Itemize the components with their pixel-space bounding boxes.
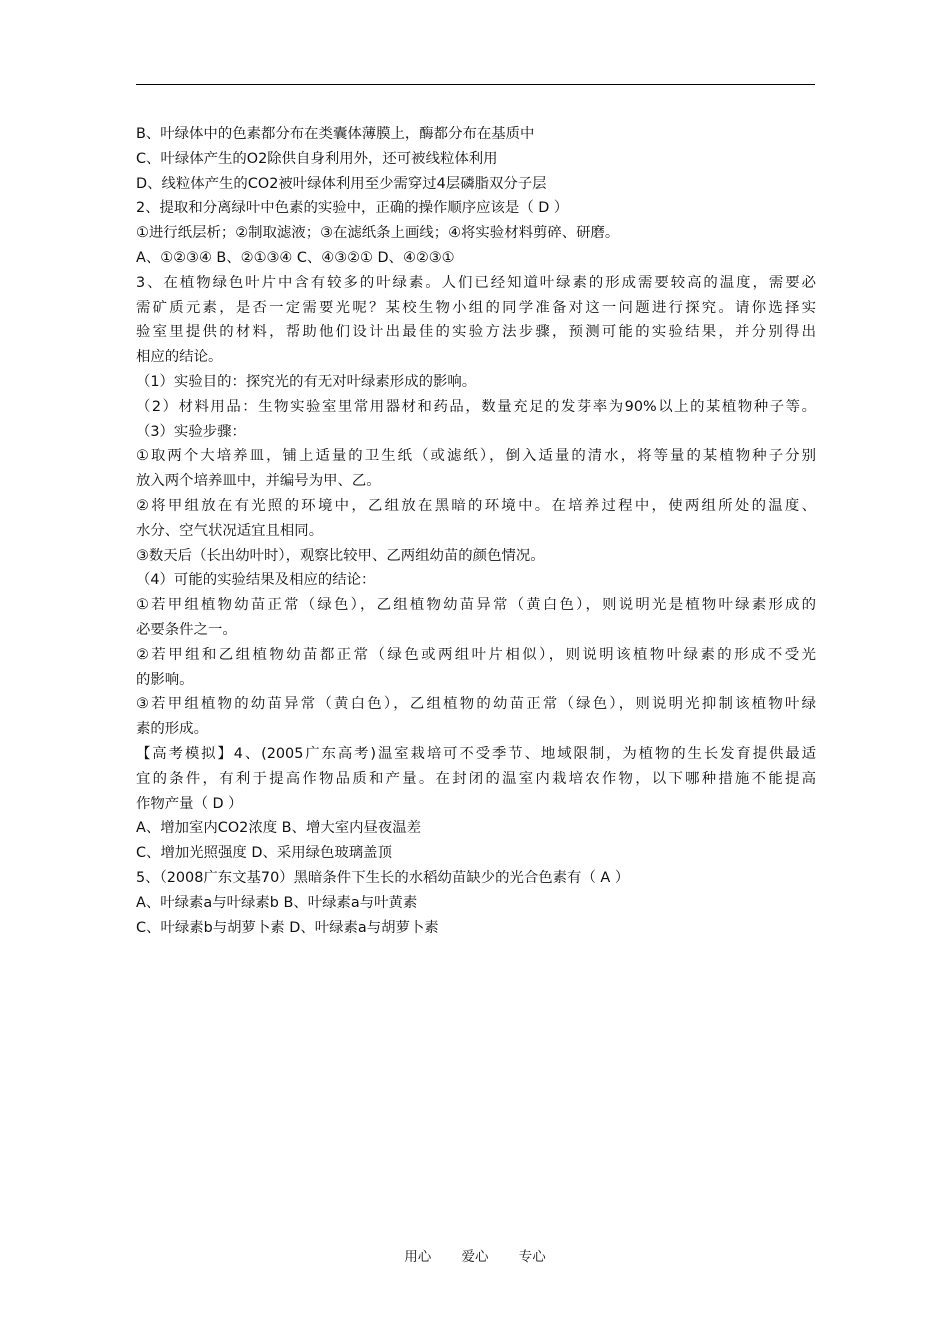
footer-item: 专心 (518, 1249, 546, 1265)
text-line: 2、提取和分离绿叶中色素的实验中，正确的操作顺序应该是（ D ） (136, 200, 569, 217)
text-line: 3、在植物绿色叶片中含有较多的叶绿素。人们已经知道叶绿素的形成需要较高的温度，需要必 (136, 274, 816, 291)
text-line: 水分、空气状况适宜且相同。 (136, 522, 324, 539)
text-line: 验室里提供的材料，帮助他们设计出最佳的实验方法步骤，预测可能的实验结果，并分别得出 (136, 324, 816, 341)
text-line: 作物产量（ D ） (136, 795, 243, 812)
text-line: ③若甲组植物的幼苗异常（黄白色），乙组植物的幼苗正常（绿色），则说明光抑制该植物叶绿 (136, 696, 816, 713)
text-line: 放入两个培养皿中，并编号为甲、乙。 (136, 473, 381, 490)
text-line: ①进行纸层析；②制取滤液；③在滤纸条上画线；④将实验材料剪碎、研磨。 (136, 225, 620, 242)
text-line: ①取两个大培养皿，铺上适量的卫生纸（或滤纸），倒入适量的清水，将等量的某植物种子分别 (136, 448, 816, 465)
text-line: 素的形成。 (136, 721, 208, 738)
text-line: A、①②③④ B、②①③④ C、④③②① D、④②③① (136, 249, 455, 266)
text-line: （2）材料用品：生物实验室里常用器材和药品，数量充足的发芽率为90%以上的某植物种子等。 (136, 398, 816, 415)
text-line: ①若甲组植物幼苗正常（绿色），乙组植物幼苗异常（黄白色），则说明光是植物叶绿素形成的 (136, 597, 816, 614)
text-line: A、增加室内CO2浓度 B、增大室内昼夜温差 (136, 820, 422, 837)
text-line: 宜的条件，有利于提高作物品质和产量。在封闭的温室内栽培农作物，以下哪种措施不能提高 (136, 770, 816, 787)
document-body (136, 122, 816, 940)
text-line: 5、（2008广东文基70）黑暗条件下生长的水稻幼苗缺少的光合色素有（ A ） (136, 869, 630, 886)
footer-item: 爱心 (461, 1249, 489, 1265)
text-line: C、叶绿体产生的O2除供自身利用外，还可被线粒体利用 (136, 150, 498, 167)
text-line: C、叶绿素b与胡萝卜素 D、叶绿素a与胡萝卜素 (136, 919, 439, 936)
text-line: 的影响。 (136, 671, 194, 688)
text-line: B、叶绿体中的色素都分布在类囊体薄膜上，酶都分布在基质中 (136, 126, 535, 142)
text-line: （3）实验步骤： (136, 423, 246, 440)
text-line: D、线粒体产生的CO2被叶绿体利用至少需穿过4层磷脂双分子层 (136, 175, 547, 192)
text-line: 必要条件之一。 (136, 621, 237, 638)
text-line: ②若甲组和乙组植物幼苗都正常（绿色或两组叶片相似），则说明该植物叶绿素的形成不受光 (136, 646, 816, 663)
text-line: ②将甲组放在有光照的环境中，乙组放在黑暗的环境中。在培养过程中，使两组所处的温度、 (136, 497, 816, 514)
text-line: 需矿质元素，是否一定需要光呢？某校生物小组的同学准备对这一问题进行探究。请你选择实 (136, 299, 816, 316)
text-line: 相应的结论。 (136, 349, 223, 366)
text-line: 【高考模拟】4、(2005广东高考)温室栽培可不受季节、地域限制，为植物的生长发育提供最适 (136, 745, 816, 762)
page-footer (0, 1248, 950, 1266)
text-line: ③数天后（长出幼叶时），观察比较甲、乙两组幼苗的颜色情况。 (136, 547, 545, 564)
text-line: （1）实验目的：探究光的有无对叶绿素形成的影响。 (136, 373, 477, 390)
text-line: A、叶绿素a与叶绿素b B、叶绿素a与叶黄素 (136, 894, 418, 911)
header-rule (136, 84, 815, 85)
footer-item: 用心 (404, 1249, 432, 1265)
text-line: C、增加光照强度 D、采用绿色玻璃盖顶 (136, 845, 392, 862)
text-line: （4）可能的实验结果及相应的结论： (136, 572, 376, 589)
